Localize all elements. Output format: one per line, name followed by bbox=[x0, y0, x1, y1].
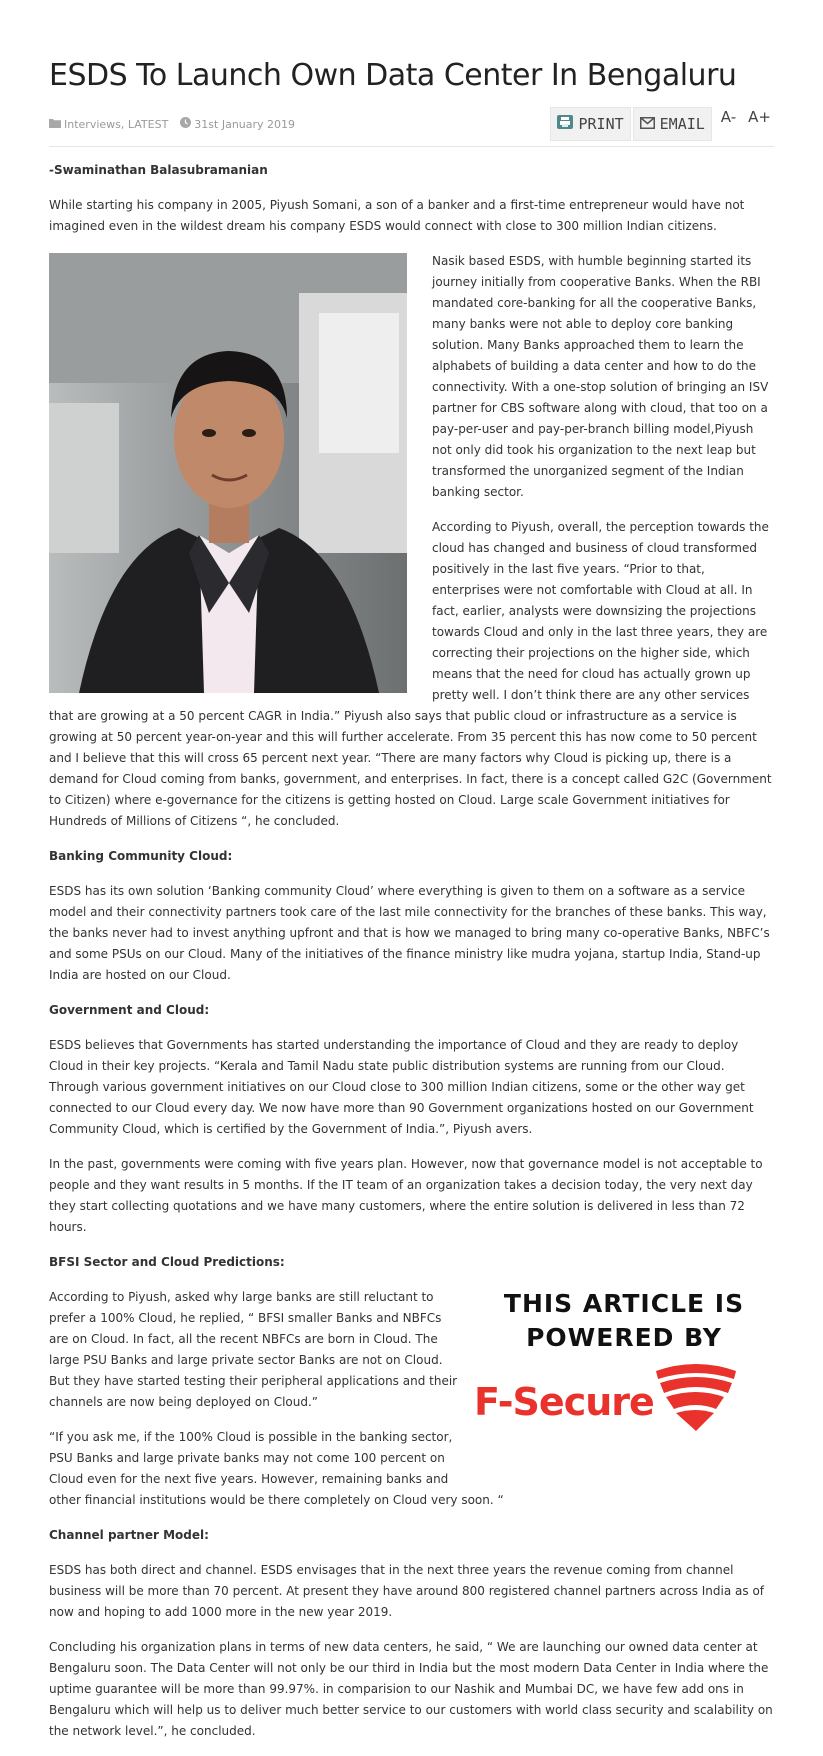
fsecure-logo bbox=[474, 1363, 774, 1440]
author-photo bbox=[49, 253, 407, 693]
sponsor-line-1: THIS ARTICLE IS bbox=[503, 1289, 745, 1318]
print-button[interactable] bbox=[550, 107, 630, 141]
paragraph: According to Piyush, asked why large banks are still reluctant to prefer a 100% Cloud, he replied, “ BFSI smaller Banks and NBFCs are on Cloud. In fact, all the recent NBFCs are born in Cloud. The large PSU Banks and large private sector Banks are not on Cloud. But they have started testing their peripheral applications and their channels are now being deployed on Cloud.” bbox=[49, 1290, 458, 1409]
article-title: ESDS To Launch Own Data Center In Bengaluru bbox=[49, 58, 737, 93]
paragraph: “If you ask me, if the 100% Cloud is possible in the banking sector, PSU Banks and large private banks may not come 100 percent on Cloud even for the next five years. However, remaining banks and other financial institutions would be there completely on Cloud very soon. “ bbox=[49, 1430, 504, 1507]
section-heading: Channel partner Model: bbox=[49, 1528, 209, 1542]
email-button[interactable] bbox=[633, 107, 712, 141]
paragraph: In the past, governments were coming with five years plan. However, now that governance model is not acceptable to people and they want results in 5 months. If the IT team of an organization takes a decision today, the very next day they start collecting quotations and we have many customers, where the entire solution is delivered in less than 72 hours. bbox=[49, 1157, 763, 1234]
paragraph: According to Piyush, overall, the perception towards the cloud has changed and business of cloud transformed positively in the last five years. “Prior to that, enterprises were not comfortable with Cloud at all. In fact, earlier, analysts were downsizing the projections towards Cloud and only in the last three years, they are correcting their projections on the higher side, which means that the need for cloud has actually grown up pretty well. I don’t think there are any other services that are growing at a 50 percent CAGR in India.” Piyush also says that public cloud or infrastructure as a service is growing at 50 percent year-on-year and this will further accelerate. From 35 percent this has now come to 50 percent and I believe that this will cross 65 percent next year. “There are many factors why Cloud is picking up, there is a demand for Cloud coming from banks, government, and enterprises. In fact, there is a concept called G2C (Government to Citizen) where e-governance for the citizens is getting hosted on Cloud. Large scale Government initiatives for Hundreds of Millions of Citizens “, he concluded. bbox=[49, 520, 772, 828]
sponsor-brand: F-Secure bbox=[474, 1379, 654, 1424]
print-icon bbox=[557, 115, 573, 133]
font-increase-button[interactable]: A+ bbox=[748, 108, 771, 126]
section-heading: Government and Cloud: bbox=[49, 1003, 210, 1017]
paragraph: ESDS believes that Governments has started understanding the importance of Cloud and they are ready to deploy Cloud in their key projects. “Kerala and Tamil Nadu state public distribution systems are running from our Cloud. Through various government initiatives on our Cloud close to 300 million Indian citizens, some or the other way get connected to our Cloud every day. We now have more than 90 Government organizations hosted on our Government Community Cloud, which is certified by the Government of India.”, Piyush avers. bbox=[49, 1038, 754, 1136]
font-decrease-button[interactable]: A- bbox=[720, 108, 737, 126]
section-heading: BFSI Sector and Cloud Predictions: bbox=[49, 1255, 285, 1269]
sponsor-line-2: POWERED BY bbox=[526, 1323, 722, 1352]
section-heading: Banking Community Cloud: bbox=[49, 849, 233, 863]
article-author: -Swaminathan Balasubramanian bbox=[49, 163, 268, 177]
paragraph: While starting his company in 2005, Piyush Somani, a son of a banker and a first-time entrepreneur would have not imagined even in the wildest dream his company ESDS would connect with close to 300 million Indian citizens. bbox=[49, 198, 745, 233]
fsecure-shield-icon bbox=[654, 1363, 738, 1440]
paragraph: ESDS has its own solution ‘Banking community Cloud’ where everything is given to them on a software as a service model and their connectivity partners took care of the last mile connectivity for the branches of these banks. This way, the banks never had to invest anything upfront and that is how we managed to bring many co-operative Banks, NBFC’s and some PSUs on our Cloud. Many of the initiatives of the finance ministry like mudra yojana, startup India, Stand-up India are hosted on our Cloud. bbox=[49, 884, 770, 982]
paragraph: Concluding his organization plans in terms of new data centers, he said, “ We are launching our owned data center at Bengaluru soon. The Data Center will not only be our third in India but the most modern Data Center in India where the uptime guarantee will be more than 99.97%. in comparision to our Nashik and Mumbai DC, we have few add ons in Bengaluru which will help us to deliver much better service to our customers with world class security and scalability on the network level.”, he concluded. bbox=[49, 1640, 773, 1738]
clock-icon bbox=[180, 117, 191, 131]
article-categories[interactable]: Interviews, LATEST bbox=[64, 117, 169, 131]
email-icon bbox=[640, 115, 655, 133]
paragraph: Nasik based ESDS, with humble beginning started its journey initially from cooperative Banks. When the RBI mandated core-banking for all the cooperative Banks, many banks were not able to deploy core banking solution. Many Banks approached them to learn the alphabets of building a data center and how to do the connectivity. With a one-stop solution of bringing an ISV partner for CBS software along with cloud, that too on a pay-per-user and pay-per-branch billing model,Piyush not only did took his organization to the next leap but transformed the unorganized segment of the Indian banking sector. bbox=[432, 254, 769, 499]
paragraph: ESDS has both direct and channel. ESDS envisages that in the next three years the revenue coming from channel business will be more than 70 percent. At present they have around 800 registered channel partners across India as of now and hoping to add 1000 more in the new year 2019. bbox=[49, 1563, 765, 1619]
article-date: 31st January 2019 bbox=[194, 117, 296, 131]
article-body bbox=[49, 160, 774, 1756]
folder-icon bbox=[49, 118, 61, 131]
print-label: PRINT bbox=[578, 115, 624, 133]
title-divider bbox=[49, 146, 774, 147]
sponsor-banner[interactable] bbox=[474, 1287, 774, 1475]
article-toolbar bbox=[548, 107, 774, 141]
article-meta bbox=[49, 117, 295, 131]
email-label: EMAIL bbox=[659, 115, 705, 133]
